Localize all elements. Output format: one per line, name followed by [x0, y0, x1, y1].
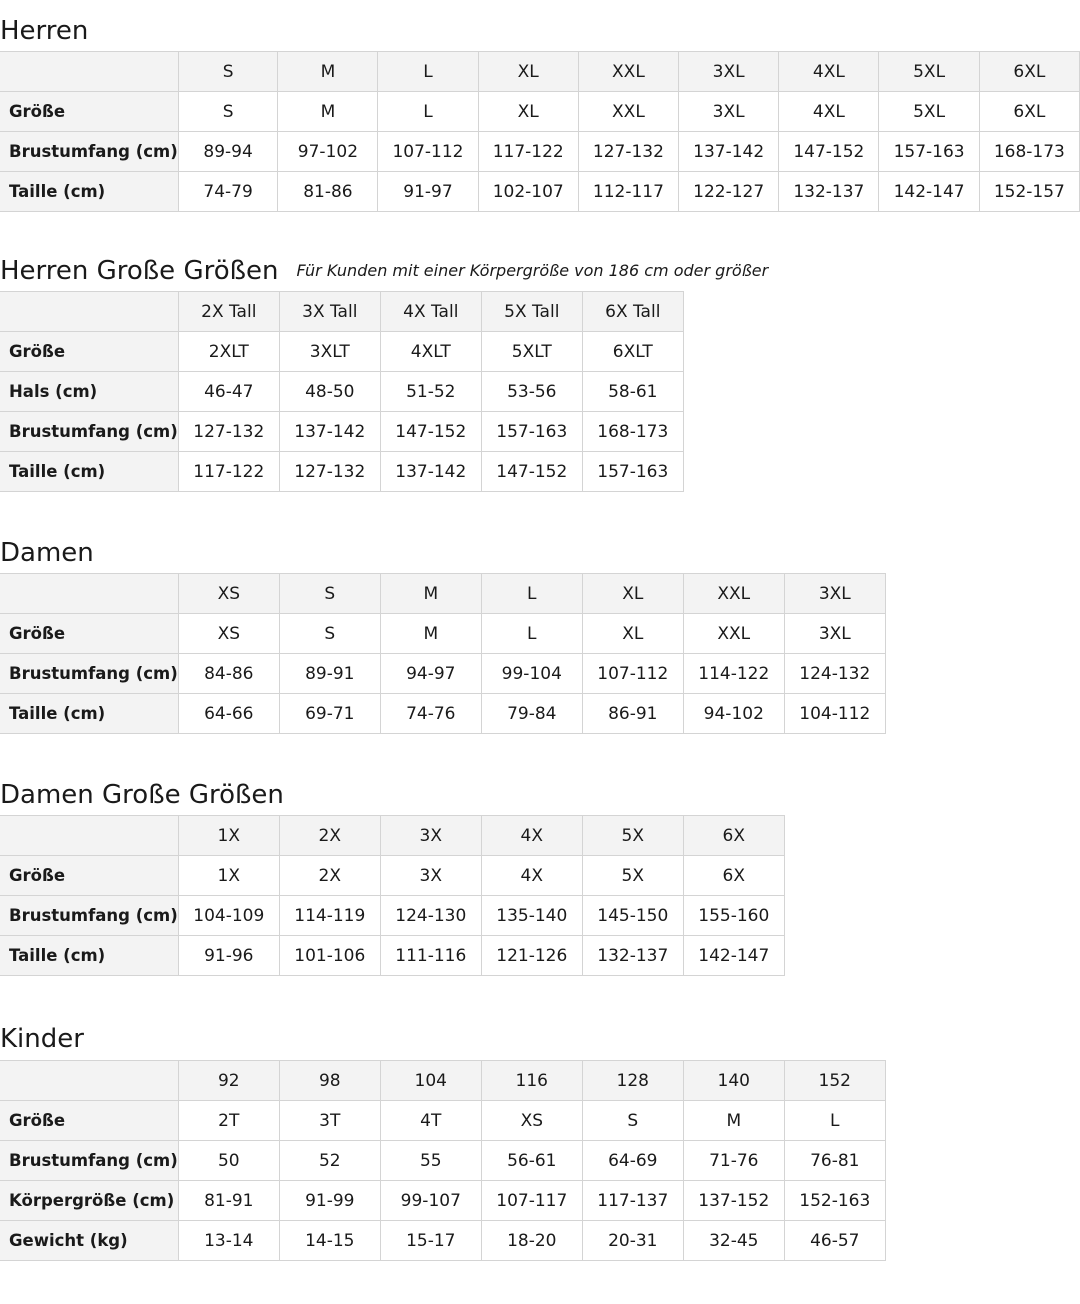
table-cell: 6X: [683, 856, 784, 896]
table-cell: 86-91: [582, 694, 683, 734]
table-cell: 3XL: [784, 614, 885, 654]
table-cell: 127-132: [578, 132, 678, 172]
table-cell: M: [380, 614, 481, 654]
table-cell: 3T: [279, 1101, 380, 1141]
table-cell: 5X: [582, 856, 683, 896]
table-cell: 74-79: [178, 172, 278, 212]
table-cell: 114-119: [279, 896, 380, 936]
table-cell: 107-112: [582, 654, 683, 694]
table-cell: 6XL: [979, 92, 1079, 132]
table-cell: 107-112: [378, 132, 478, 172]
table-cell: XL: [582, 614, 683, 654]
table-cell: 152-157: [979, 172, 1079, 212]
table-cell: 132-137: [582, 936, 683, 976]
table-cell: XXL: [683, 614, 784, 654]
column-header: 2X: [279, 816, 380, 856]
table-header-row: [0, 816, 784, 856]
table-cell: 5XL: [879, 92, 979, 132]
table-row: [0, 452, 683, 492]
table-cell: 46-47: [178, 372, 279, 412]
table-cell: 71-76: [683, 1141, 784, 1181]
table-cell: M: [278, 92, 378, 132]
table-cell: 4XL: [779, 92, 879, 132]
table-cell: 4T: [380, 1101, 481, 1141]
table-cell: 147-152: [481, 452, 582, 492]
table-cell: 104-112: [784, 694, 885, 734]
table-row: [0, 1181, 885, 1221]
row-label: Brustumfang (cm): [0, 896, 178, 936]
row-label: Taille (cm): [0, 452, 178, 492]
table-cell: 124-132: [784, 654, 885, 694]
table-cell: L: [784, 1101, 885, 1141]
column-header: L: [378, 52, 478, 92]
row-label: Gewicht (kg): [0, 1221, 178, 1261]
table-cell: S: [178, 92, 278, 132]
column-header: 6X: [683, 816, 784, 856]
table-cell: 1X: [178, 856, 279, 896]
column-header: 2X Tall: [178, 292, 279, 332]
table-cell: 145-150: [582, 896, 683, 936]
table-cell: 135-140: [481, 896, 582, 936]
column-header: XL: [478, 52, 578, 92]
row-label: Größe: [0, 1101, 178, 1141]
column-header: 116: [481, 1061, 582, 1101]
table-cell: 91-99: [279, 1181, 380, 1221]
table-cell: 3XL: [679, 92, 779, 132]
table-cell: 97-102: [278, 132, 378, 172]
table-cell: 112-117: [578, 172, 678, 212]
herren-size-table: [0, 51, 1080, 212]
herren-gross-note: Für Kunden mit einer Körpergröße von 186 cm oder größer: [296, 261, 769, 280]
table-corner-cell: [0, 574, 178, 614]
column-header: L: [481, 574, 582, 614]
table-cell: 137-142: [679, 132, 779, 172]
table-cell: 117-122: [478, 132, 578, 172]
row-label: Brustumfang (cm): [0, 1141, 178, 1181]
table-cell: 2X: [279, 856, 380, 896]
table-cell: 168-173: [582, 412, 683, 452]
table-cell: 137-152: [683, 1181, 784, 1221]
column-header: 92: [178, 1061, 279, 1101]
table-cell: 64-69: [582, 1141, 683, 1181]
table-cell: 107-117: [481, 1181, 582, 1221]
table-cell: 142-147: [683, 936, 784, 976]
table-cell: S: [279, 614, 380, 654]
table-cell: 46-57: [784, 1221, 885, 1261]
table-cell: 48-50: [279, 372, 380, 412]
table-cell: 137-142: [380, 452, 481, 492]
table-cell: 20-31: [582, 1221, 683, 1261]
row-label: Taille (cm): [0, 172, 178, 212]
table-row: [0, 694, 885, 734]
table-corner-cell: [0, 52, 178, 92]
table-cell: 114-122: [683, 654, 784, 694]
table-cell: 5XLT: [481, 332, 582, 372]
column-header: 98: [279, 1061, 380, 1101]
table-cell: 122-127: [679, 172, 779, 212]
table-cell: 99-104: [481, 654, 582, 694]
table-cell: 74-76: [380, 694, 481, 734]
table-cell: 132-137: [779, 172, 879, 212]
table-cell: 76-81: [784, 1141, 885, 1181]
table-row: [0, 856, 784, 896]
column-header: 6X Tall: [582, 292, 683, 332]
table-row: [0, 1101, 885, 1141]
table-cell: 56-61: [481, 1141, 582, 1181]
column-header: 5XL: [879, 52, 979, 92]
row-label: Hals (cm): [0, 372, 178, 412]
table-cell: 55: [380, 1141, 481, 1181]
table-header-row: [0, 1061, 885, 1101]
table-cell: 157-163: [481, 412, 582, 452]
table-cell: 99-107: [380, 1181, 481, 1221]
table-cell: 89-91: [279, 654, 380, 694]
table-cell: XS: [178, 614, 279, 654]
table-cell: 127-132: [178, 412, 279, 452]
column-header: 5X Tall: [481, 292, 582, 332]
row-label: Brustumfang (cm): [0, 132, 178, 172]
table-row: [0, 936, 784, 976]
table-cell: 142-147: [879, 172, 979, 212]
kinder-title: Kinder: [0, 1024, 84, 1054]
row-label: Größe: [0, 332, 178, 372]
table-row: [0, 1141, 885, 1181]
column-header: 4XL: [779, 52, 879, 92]
table-cell: XS: [481, 1101, 582, 1141]
table-cell: 157-163: [582, 452, 683, 492]
column-header: XS: [178, 574, 279, 614]
table-cell: 53-56: [481, 372, 582, 412]
column-header: 152: [784, 1061, 885, 1101]
table-cell: 101-106: [279, 936, 380, 976]
table-cell: 51-52: [380, 372, 481, 412]
table-corner-cell: [0, 1061, 178, 1101]
table-row: [0, 654, 885, 694]
herren-title: Herren: [0, 16, 89, 46]
table-cell: 94-102: [683, 694, 784, 734]
table-row: [0, 92, 1080, 132]
column-header: 6XL: [979, 52, 1079, 92]
table-cell: 84-86: [178, 654, 279, 694]
kinder-size-table: [0, 1060, 886, 1261]
table-cell: 127-132: [279, 452, 380, 492]
table-row: [0, 172, 1080, 212]
table-row: [0, 412, 683, 452]
row-label: Taille (cm): [0, 694, 178, 734]
table-corner-cell: [0, 292, 178, 332]
table-corner-cell: [0, 816, 178, 856]
table-cell: 32-45: [683, 1221, 784, 1261]
table-cell: 3XLT: [279, 332, 380, 372]
table-row: [0, 132, 1080, 172]
column-header: 4X: [481, 816, 582, 856]
column-header: 3X: [380, 816, 481, 856]
table-cell: 117-137: [582, 1181, 683, 1221]
row-label: Größe: [0, 614, 178, 654]
table-row: [0, 332, 683, 372]
damen-size-table: [0, 573, 886, 734]
table-cell: S: [582, 1101, 683, 1141]
table-cell: 168-173: [979, 132, 1079, 172]
table-cell: 147-152: [779, 132, 879, 172]
table-cell: 124-130: [380, 896, 481, 936]
table-cell: 147-152: [380, 412, 481, 452]
table-header-row: [0, 574, 885, 614]
table-cell: XL: [478, 92, 578, 132]
row-label: Größe: [0, 856, 178, 896]
row-label: Brustumfang (cm): [0, 412, 178, 452]
column-header: 104: [380, 1061, 481, 1101]
column-header: 128: [582, 1061, 683, 1101]
column-header: 3XL: [784, 574, 885, 614]
table-cell: M: [683, 1101, 784, 1141]
table-cell: 104-109: [178, 896, 279, 936]
column-header: S: [279, 574, 380, 614]
damen-gross-size-table: [0, 815, 785, 976]
row-label: Körpergröße (cm): [0, 1181, 178, 1221]
table-cell: L: [481, 614, 582, 654]
table-cell: 94-97: [380, 654, 481, 694]
table-cell: 2XLT: [178, 332, 279, 372]
column-header: 1X: [178, 816, 279, 856]
table-cell: 14-15: [279, 1221, 380, 1261]
table-cell: 50: [178, 1141, 279, 1181]
column-header: 5X: [582, 816, 683, 856]
table-cell: 6XLT: [582, 332, 683, 372]
herren-gross-title: Herren Große Größen Für Kunden mit einer Körpergröße von 186 cm oder größer: [0, 256, 769, 286]
table-cell: 79-84: [481, 694, 582, 734]
row-label: Brustumfang (cm): [0, 654, 178, 694]
column-header: XL: [582, 574, 683, 614]
table-row: [0, 614, 885, 654]
table-cell: 69-71: [279, 694, 380, 734]
table-cell: 155-160: [683, 896, 784, 936]
table-cell: 58-61: [582, 372, 683, 412]
table-cell: 13-14: [178, 1221, 279, 1261]
table-cell: L: [378, 92, 478, 132]
table-cell: 157-163: [879, 132, 979, 172]
table-cell: 152-163: [784, 1181, 885, 1221]
table-header-row: [0, 52, 1080, 92]
table-cell: 64-66: [178, 694, 279, 734]
column-header: XXL: [683, 574, 784, 614]
column-header: 140: [683, 1061, 784, 1101]
herren-gross-size-table: [0, 291, 684, 492]
table-cell: 81-91: [178, 1181, 279, 1221]
table-cell: 4X: [481, 856, 582, 896]
table-cell: 102-107: [478, 172, 578, 212]
table-cell: 15-17: [380, 1221, 481, 1261]
column-header: M: [380, 574, 481, 614]
table-cell: 121-126: [481, 936, 582, 976]
table-row: [0, 1221, 885, 1261]
table-cell: 91-96: [178, 936, 279, 976]
table-cell: 111-116: [380, 936, 481, 976]
table-cell: 2T: [178, 1101, 279, 1141]
table-cell: 81-86: [278, 172, 378, 212]
table-cell: XXL: [578, 92, 678, 132]
column-header: M: [278, 52, 378, 92]
column-header: 3XL: [679, 52, 779, 92]
damen-title: Damen: [0, 538, 94, 568]
column-header: 4X Tall: [380, 292, 481, 332]
row-label: Taille (cm): [0, 936, 178, 976]
table-cell: 18-20: [481, 1221, 582, 1261]
table-row: [0, 372, 683, 412]
column-header: S: [178, 52, 278, 92]
column-header: XXL: [578, 52, 678, 92]
table-cell: 3X: [380, 856, 481, 896]
table-row: [0, 896, 784, 936]
table-cell: 4XLT: [380, 332, 481, 372]
table-cell: 117-122: [178, 452, 279, 492]
row-label: Größe: [0, 92, 178, 132]
table-cell: 137-142: [279, 412, 380, 452]
table-cell: 52: [279, 1141, 380, 1181]
table-cell: 91-97: [378, 172, 478, 212]
table-cell: 89-94: [178, 132, 278, 172]
damen-gross-title: Damen Große Größen: [0, 780, 284, 810]
column-header: 3X Tall: [279, 292, 380, 332]
table-header-row: [0, 292, 683, 332]
